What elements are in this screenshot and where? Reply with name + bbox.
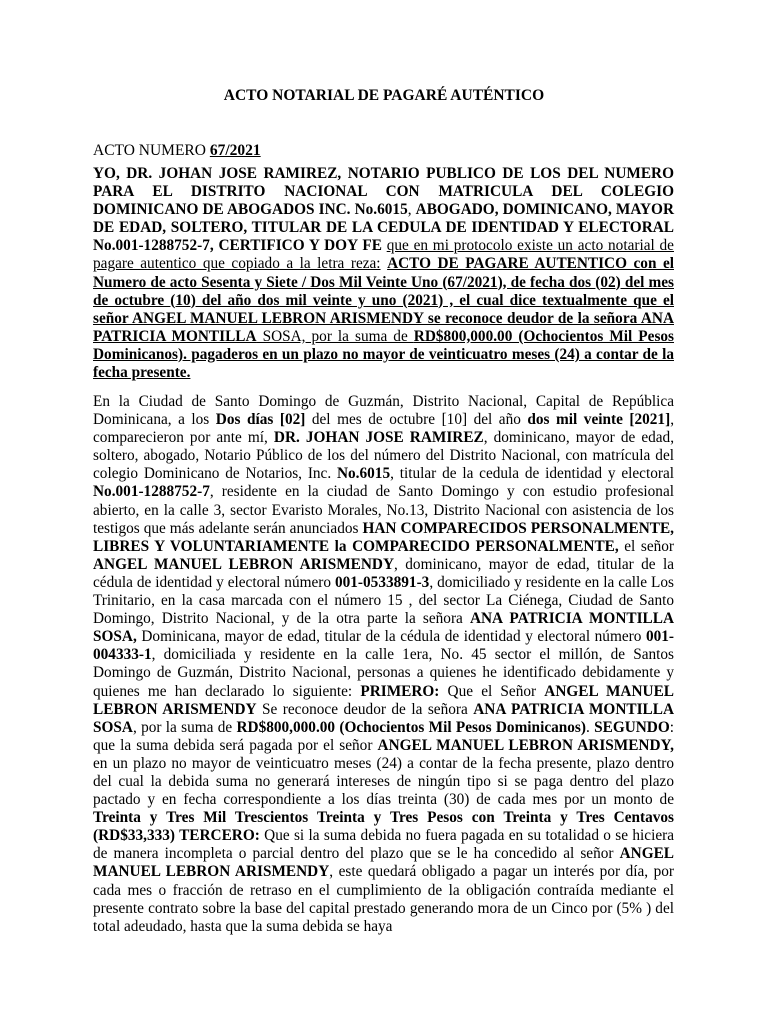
text-run: Treinta y Tres Mil Trescientos Treinta y Tres Pesos con Treinta y Tres Centavos (RD$33,333) TERCERO: bbox=[93, 809, 674, 845]
acto-numero bbox=[93, 142, 261, 160]
text-run: RD$800,000.00 (Ochocientos Mil Pesos Dominicanos) bbox=[236, 718, 586, 736]
text-run: , este quedará obligado a pagar un interés por día, por cada mes o fracción de retraso en el cumplimiento de la obligación contraída mediante el presente contrato sobre la base del capital prestado generando mora de un Cinco por (5% ) del total adeudado, hasta que la suma debida se haya bbox=[93, 863, 674, 935]
text-run: en un plazo no mayor de veinticuatro meses (24) a contar de la fecha presente, plazo dentro del cual la debida suma no generará intereses de ningún tipo si se paga dentro del plazo pactado y en fecha correspondiente a los días treinta (30) de cada mes por un monto de bbox=[93, 754, 674, 809]
creditor-name: ANA PATRICIA MONTILLA SOSA, bbox=[93, 610, 674, 646]
acto-numero-value: 67/2021 bbox=[209, 142, 261, 159]
text-run: , dominicano, mayor de edad, soltero, abogado, Notario Público de los del número del Distrito Nacional, con matrícula del colegio Dominicano de Notarios, Inc. bbox=[93, 429, 674, 483]
text-run: , comparecieron por ante mí, bbox=[93, 411, 674, 447]
text-run: No.001-1288752-7 bbox=[93, 483, 210, 501]
protocol-statement: que en mi protocolo existe un acto notarial de pagare autentico que copiado a la letra reza: bbox=[93, 237, 674, 273]
act-reference: ACTO DE PAGARE AUTENTICO con el Numero de acto Sesenta y Siete / Dos Mil Veinte Uno (67/2021), de fecha dos (02) del mes de octubre (10) del año dos mil veinte y uno (2021) , el cual dice textualmente que el señor ANGEL MANUEL LEBRON ARISMENDY se reconoce deudor de la señora ANA PATRICIA MONTILLA bbox=[93, 255, 674, 345]
text-run: : que la suma debida será pagada por el señor bbox=[93, 718, 674, 754]
text-run: Dominicana, mayor de edad, titular de la cédula de identidad y electoral número bbox=[136, 628, 646, 646]
notary-credentials-text: ABOGADO, DOMINICANO, MAYOR DE EDAD, SOLTERO, TITULAR DE LA CEDULA DE IDENTIDAD Y ELECTORAL No.001-1288752-7, CERTIFICO Y DOY FE bbox=[93, 201, 674, 255]
debtor-name: ANGEL MANUEL LEBRON ARISMENDY bbox=[93, 555, 395, 573]
text-run: ANGEL MANUEL LEBRON ARISMENDY bbox=[93, 845, 674, 881]
clause-label: SEGUNDO bbox=[594, 718, 670, 736]
text-run: , domiciliada y residente en la calle 1era, No. 45 sector el millón, de Santos Domingo de Guzmán, Distrito Nacional, personas a quienes he identificado debidamente y quienes me han declarado lo siguiente: bbox=[93, 646, 674, 700]
notary-header-text: YO, DR. JOHAN JOSE RAMIREZ, NOTARIO PUBLICO DE LOS DEL NUMERO PARA EL DISTRITO NACIONAL CON MATRICULA DEL COLEGIO DOMINICANO DE ABOGADOS INC. No.6015 bbox=[93, 165, 674, 219]
text-run: Que si la suma debida no fuera pagada en su totalidad o se hiciera de manera incompleta o parcial dentro del plazo que se le ha concedido al señor bbox=[93, 827, 674, 863]
text-run: 001-0533891-3 bbox=[334, 573, 430, 591]
body-paragraph bbox=[93, 393, 674, 1023]
text-run: 001-004333-1 bbox=[93, 628, 674, 664]
text-run: ANA PATRICIA MONTILLA SOSA bbox=[93, 700, 674, 736]
text-run: SOSA, por la suma de bbox=[256, 327, 414, 345]
text-run: Que el Señor bbox=[439, 682, 545, 700]
text-run: , bbox=[407, 201, 416, 219]
notary-name: DR. JOHAN JOSE RAMIREZ bbox=[273, 429, 484, 447]
text-run: , domiciliado y residente en la calle Los Trinitario, en la casa marcada con el número 15 , del sector La Ciénega, Ciudad de Santo Domingo, Distrito Nacional, y de la otra parte la señora bbox=[93, 573, 674, 628]
text-run: ANGEL MANUEL LEBRON ARISMENDY, bbox=[377, 736, 674, 754]
text-run: , titular de la cedula de identidad y electoral bbox=[390, 465, 674, 483]
certification-paragraph bbox=[93, 165, 674, 382]
text-run: . bbox=[585, 718, 595, 736]
text-run: Se reconoce deudor de la señora bbox=[256, 700, 474, 718]
clause-label: PRIMERO: bbox=[360, 682, 440, 700]
text-run: , residente en la ciudad de Santo Domingo y con estudio profesional abierto, en la calle 3, sector Evaristo Morales, No.13, Distrito Nacional con asistencia de los testigos que más adelante serán anunciados bbox=[93, 483, 674, 537]
text-run: Dos días [02] bbox=[215, 411, 306, 429]
text-run: En la Ciudad de Santo Domingo de Guzmán, Distrito Nacional, Capital de República Dominicana, a los bbox=[93, 393, 674, 429]
text-run: No.6015 bbox=[336, 465, 391, 483]
amount-reference: RD$800,000.00 (Ochocientos Mil Pesos Dominicanos). pagaderos en un plazo no mayor de veinticuatro meses (24) a contar de la fecha presente. bbox=[93, 327, 674, 382]
text-run: , por la suma de bbox=[132, 718, 237, 736]
document-title: ACTO NOTARIAL DE PAGARÉ AUTÉNTICO bbox=[223, 87, 545, 104]
acto-numero-label: ACTO NUMERO bbox=[93, 142, 206, 159]
text-run: ANGEL MANUEL LEBRON ARISMENDY bbox=[93, 682, 674, 718]
text-run: HAN COMPARECIDOS PERSONALMENTE, LIBRES Y VOLUNTARIAMENTE la COMPARECIDO PERSONALMENTE, bbox=[93, 519, 674, 555]
text-run: el señor bbox=[618, 537, 674, 555]
text-run: del mes de octubre [10] del año bbox=[305, 411, 528, 429]
text-run: , dominicano, mayor de edad, titular de la cédula de identidad y electoral número bbox=[93, 555, 674, 591]
text-run: dos mil veinte [2021] bbox=[527, 411, 671, 429]
